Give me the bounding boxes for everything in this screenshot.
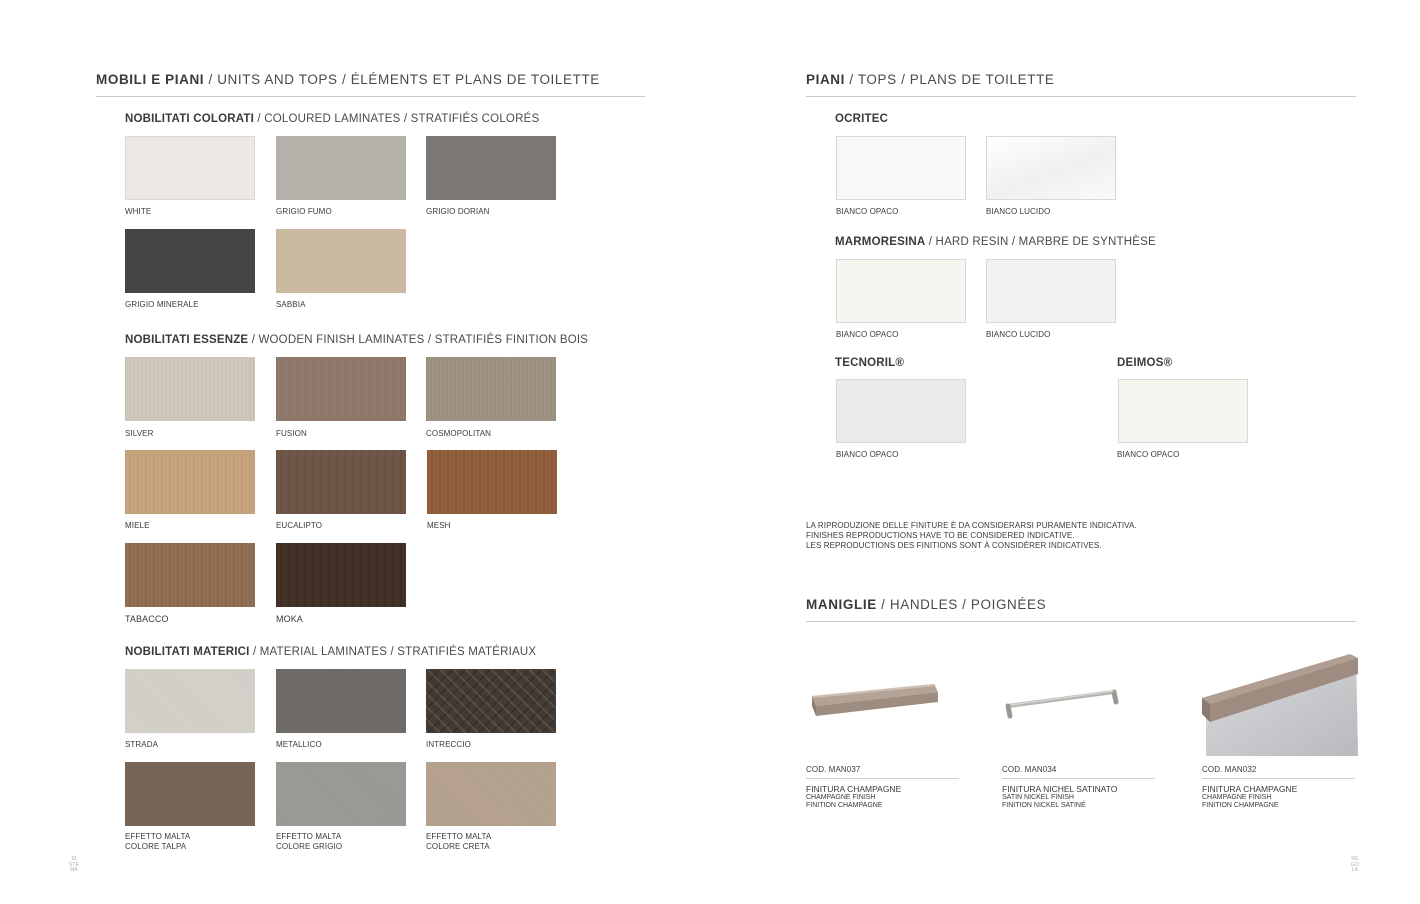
swatch-marmoresina-bianco-lucido[interactable] [986,259,1116,323]
handles-title-divider [806,621,1356,622]
right-page-title: PIANI / TOPS / PLANS DE TOILETTE [806,72,1055,87]
handle-code: COD. MAN032 [1202,765,1257,774]
handle-code: COD. MAN037 [806,765,861,774]
swatch-ocritec-bianco-lucido[interactable] [986,136,1116,200]
swatch-cosmopolitan[interactable] [426,357,556,421]
swatch-label: EUCALIPTO [276,521,323,530]
handle-finish: FINITURA CHAMPAGNE CHAMPAGNE FINISH FINITION CHAMPAGNE [1202,784,1298,809]
swatch-silver[interactable] [125,357,255,421]
section-title-marmoresina: MARMORESINA / HARD RESIN / MARBRE DE SYNTHÈSE [835,236,1156,248]
swatch-tabacco[interactable] [125,543,255,607]
handle-divider [806,778,959,779]
swatch-label: EFFETTO MALTA COLORE GRIGIO [276,832,343,851]
section-title-tecnoril: TECNORIL® [835,357,905,369]
swatch-deimos-bianco-opaco[interactable] [1118,379,1248,443]
section-title-coloured-laminates: NOBILITATI COLORATI / COLOURED LAMINATES / STRATIFIÉS COLORÉS [125,113,540,125]
swatch-label: INTRECCIO [426,740,471,749]
swatch-mesh[interactable] [427,450,557,514]
swatch-label: GRIGIO FUMO [276,207,332,216]
swatch-effetto-malta-creta[interactable] [426,762,556,826]
handle-divider [1002,778,1155,779]
swatch-label: COSMOPOLITAN [426,429,492,438]
swatch-label: BIANCO LUCIDO [986,207,1051,216]
swatch-white[interactable] [125,136,255,200]
swatch-fusion[interactable] [276,357,406,421]
left-page-title: MOBILI E PIANI / UNITS AND TOPS / ÉLÉMENTS ET PLANS DE TOILETTE [96,72,600,87]
swatch-miele[interactable] [125,450,255,514]
handle-finish: FINITURA CHAMPAGNE CHAMPAGNE FINISH FINITION CHAMPAGNE [806,784,902,809]
section-title-deimos: DEIMOS® [1117,357,1173,369]
swatch-marmoresina-bianco-opaco[interactable] [836,259,966,323]
swatch-tecnoril-bianco-opaco[interactable] [836,379,966,443]
swatch-metallico[interactable] [276,669,406,733]
swatch-label: BIANCO OPACO [836,207,899,216]
section-title-material-laminates: NOBILITATI MATERICI / MATERIAL LAMINATES / STRATIFIÉS MATÉRIAUX [125,646,537,658]
swatch-label: BIANCO OPACO [1117,450,1180,459]
swatch-grigio-dorian[interactable] [426,136,556,200]
right-title-divider [806,96,1356,97]
section-title-ocritec: OCRITEC [835,113,889,125]
right-page-mark: RE GO LA [1350,856,1360,873]
handle-divider [1202,778,1355,779]
swatch-label: BIANCO OPACO [836,330,899,339]
swatch-strada[interactable] [125,669,255,733]
disclaimer-note: LA RIPRODUZIONE DELLE FINITURE È DA CONSIDERARSI PURAMENTE INDICATIVA. FINISHES REPRODUCTIONS HAVE TO BE CONSIDERED INDICATIVE. LES REPRODUCTIONS DES FINITIONS SONT À CONSIDÉRER INDICATIVES. [806,521,1137,550]
left-page-mark: SI STE MA [68,856,80,873]
swatch-label: EFFETTO MALTA COLORE CRETA [426,832,492,851]
swatch-eucalipto[interactable] [276,450,406,514]
swatch-effetto-malta-grigio[interactable] [276,762,406,826]
swatch-intreccio[interactable] [426,669,556,733]
left-title-divider [96,96,645,97]
handle-code: COD. MAN034 [1002,765,1057,774]
handles-title: MANIGLIE / HANDLES / POIGNÉES [806,597,1047,612]
swatch-moka[interactable] [276,543,406,607]
swatch-label: METALLICO [276,740,322,749]
swatch-label: MIELE [125,521,150,530]
section-title-wooden-laminates: NOBILITATI ESSENZE / WOODEN FINISH LAMINATES / STRATIFIÉS FINITION BOIS [125,334,589,346]
swatch-grigio-fumo[interactable] [276,136,406,200]
swatch-label: EFFETTO MALTA COLORE TALPA [125,832,191,851]
handle-man034-image[interactable] [1002,682,1126,722]
swatch-label: BIANCO OPACO [836,450,899,459]
handle-man032-image[interactable] [1200,652,1360,756]
swatch-label: FUSION [276,429,307,438]
swatch-label: BIANCO LUCIDO [986,330,1051,339]
handle-finish: FINITURA NICHEL SATINATO SATIN NICKEL FINISH FINITION NICKEL SATINÉ [1002,784,1118,809]
swatch-label: STRADA [125,740,159,749]
swatch-grigio-minerale[interactable] [125,229,255,293]
swatch-label: GRIGIO DORIAN [426,207,490,216]
swatch-sabbia[interactable] [276,229,406,293]
swatch-label: MESH [427,521,451,530]
swatch-label: GRIGIO MINERALE [125,300,199,309]
swatch-label: SABBIA [276,300,306,309]
swatch-effetto-malta-talpa[interactable] [125,762,255,826]
swatch-label: TABACCO [125,614,169,624]
swatch-ocritec-bianco-opaco[interactable] [836,136,966,200]
handle-man037-image[interactable] [806,670,946,730]
swatch-label: WHITE [125,207,152,216]
swatch-label: SILVER [125,429,154,438]
swatch-label: MOKA [276,614,303,624]
